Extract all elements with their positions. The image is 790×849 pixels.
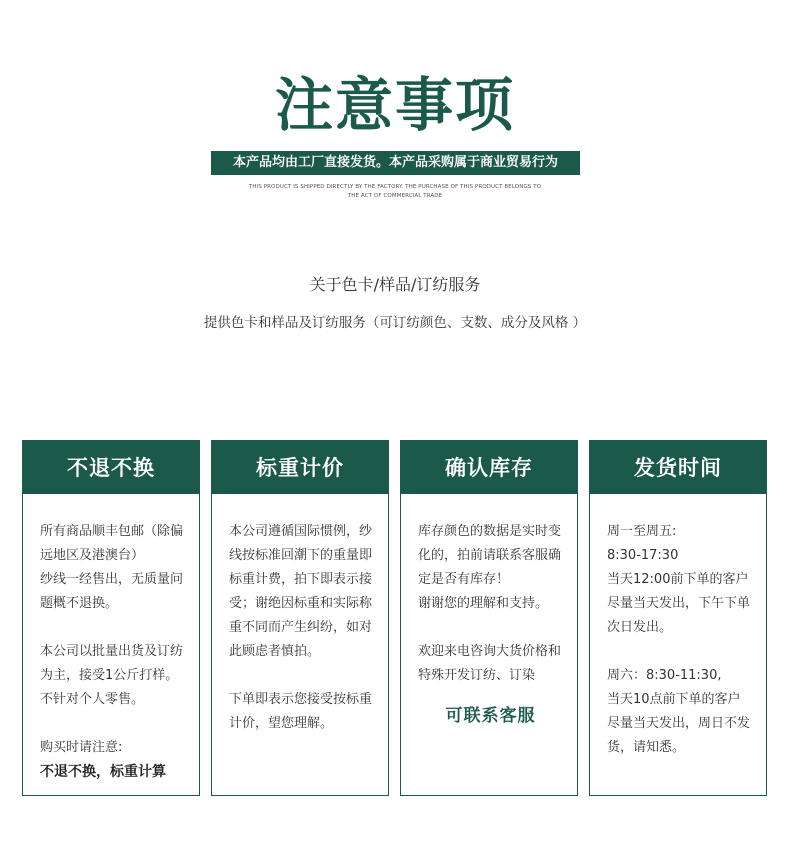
card-note: 购买时请注意: bbox=[40, 740, 123, 755]
card-text: 库存颜色的数据是实时变化的，拍前请联系客服确定是否有库存！ bbox=[418, 524, 562, 587]
card-text: 当天12:00前下单的客户尽量当天发出，下午下单次日发出。 bbox=[607, 572, 751, 635]
card-text: 周一至周五: bbox=[607, 524, 677, 539]
card-confirm-stock bbox=[400, 440, 578, 796]
card-text: 周六：8:30-11:30, bbox=[607, 668, 722, 683]
card-text: 欢迎来电咨询大货价格和特殊开发订纺、订染 bbox=[418, 644, 562, 683]
card-text: 本公司遵循国际惯例，纱线按标准回潮下的重量即标重计费，拍下即表示接受；谢绝因标重和实际称重不同而产生纠纷，如对此顾虑者慎拍。 bbox=[229, 524, 373, 659]
subtitle-banner: 本产品均由工厂直接发货。本产品采购属于商业贸易行为 bbox=[211, 151, 580, 175]
card-text: 纱线一经售出，无质量问题概不退换。 bbox=[40, 572, 184, 611]
card-text: 所有商品顺丰包邮（除偏远地区及港澳台） bbox=[40, 524, 184, 563]
card-delivery-time bbox=[589, 440, 767, 796]
card-text: 8:30-17:30 bbox=[607, 548, 679, 563]
card-title: 确认库存 bbox=[401, 441, 577, 494]
card-text: 谢谢您的理解和支持。 bbox=[418, 596, 549, 611]
card-title: 发货时间 bbox=[590, 441, 766, 494]
card-emphasis: 不退不换，标重计算 bbox=[40, 764, 166, 780]
card-text: 下单即表示您接受按标重计价，望您理解。 bbox=[229, 692, 373, 731]
page-title: 注意事项 bbox=[274, 71, 515, 139]
card-title: 不退不换 bbox=[23, 441, 199, 494]
card-no-return bbox=[22, 440, 200, 796]
english-note: THIS PRODUCT IS SHIPPED DIRECTLY BY THE FACTORY. THE PURCHASE OF THIS PRODUCT BELONGS TO THE ACT OF COMMERCIAL TRADE bbox=[248, 184, 542, 199]
card-weight-pricing bbox=[211, 440, 389, 796]
card-text: 当天10点前下单的客户尽量当天发出，周日不发货，请知悉。 bbox=[607, 692, 751, 755]
service-heading: 关于色卡/样品/订纺服务 bbox=[309, 275, 481, 294]
card-title: 标重计价 bbox=[212, 441, 388, 494]
card-text: 本公司以批量出货及订纺为主，接受1公斤打样。不针对个人零售。 bbox=[40, 644, 184, 707]
contact-service-link[interactable]: 可联系客服 bbox=[445, 706, 536, 726]
service-description: 提供色卡和样品及订纺服务（可订纺颜色、支数、成分及风格 ） bbox=[203, 315, 587, 331]
